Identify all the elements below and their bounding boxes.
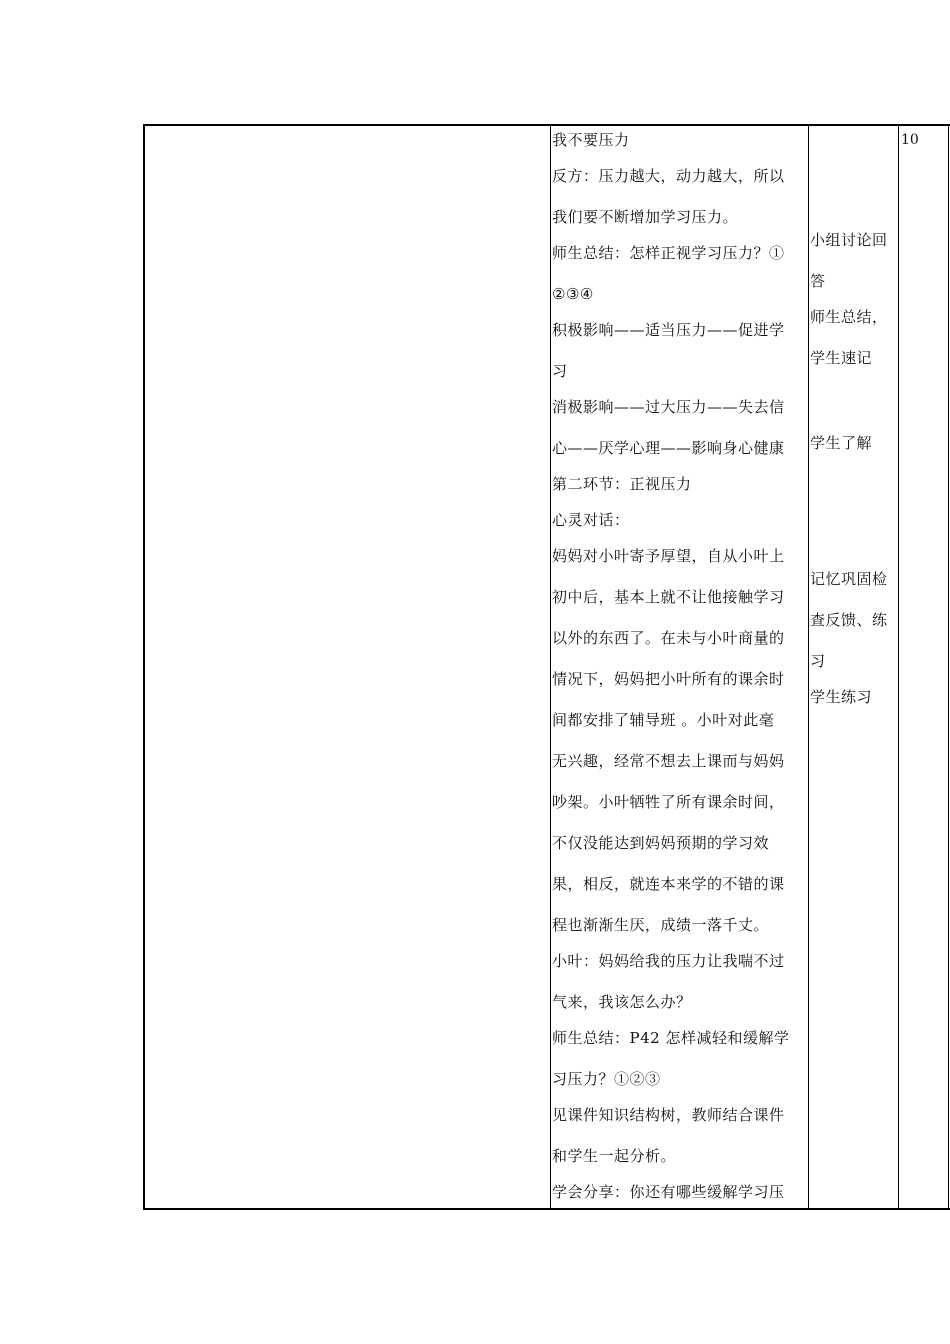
content-line: 心灵对话：: [552, 511, 630, 529]
content-line: 学会分享：你还有哪些缓解学习压: [552, 1183, 785, 1201]
empty-cell: [145, 126, 549, 1208]
content-line: 无兴趣，经常不想去上课而与妈妈: [552, 752, 785, 770]
content-line: 师生总结：P42 怎样减轻和缓解学: [552, 1029, 790, 1047]
content-line: 间都安排了辅导班 。小叶对此毫: [552, 711, 775, 729]
activity-line: 答: [810, 272, 826, 290]
table-border-bottom: [143, 1208, 950, 1210]
activity-line: 小组讨论回: [810, 231, 888, 249]
content-line: ②③④: [552, 285, 594, 303]
section-heading: 第二环节：正视压力: [552, 475, 692, 493]
content-line: 气来，我该怎么办？: [552, 993, 692, 1011]
content-line: 习压力？①②③: [552, 1070, 661, 1088]
activity-line: 记忆巩固检: [810, 570, 888, 588]
content-line: 小叶：妈妈给我的压力让我喘不过: [552, 952, 785, 970]
content-line: 积极影响——适当压力——促进学: [552, 321, 785, 339]
content-line: 我们要不断增加学习压力。: [552, 208, 739, 226]
content-line: 吵架。小叶牺牲了所有课余时间，: [552, 793, 785, 811]
column-divider: [898, 124, 899, 1210]
column-divider: [550, 124, 551, 1210]
content-line: 不仅没能达到妈妈预期的学习效: [552, 834, 770, 852]
content-line: 以外的东西了。在未与小叶商量的: [552, 629, 785, 647]
teaching-content-cell: [552, 126, 808, 1208]
activity-line: 查反馈、练: [810, 611, 888, 629]
activity-line: 学生练习: [810, 688, 873, 706]
content-line: 师生总结：怎样正视学习压力？①: [552, 244, 785, 262]
content-line: 情况下，妈妈把小叶所有的课余时: [552, 670, 785, 688]
content-line: 程也渐渐生厌，成绩一落千丈。: [552, 916, 770, 934]
content-line: 妈妈对小叶寄予厚望，自从小叶上: [552, 547, 785, 565]
content-line: 习: [552, 362, 568, 380]
content-line: 果，相反，就连本来学的不错的课: [552, 875, 785, 893]
column-divider: [948, 124, 949, 1210]
column-divider: [808, 124, 809, 1210]
student-activity-cell: [810, 126, 898, 1208]
time-cell: [900, 126, 948, 1208]
content-line: 初中后，基本上就不让他接触学习: [552, 588, 785, 606]
content-line: 消极影响——过大压力——失去信: [552, 398, 785, 416]
content-line: 反方：压力越大，动力越大，所以: [552, 167, 785, 185]
content-line: 心——厌学心理——影响身心健康: [552, 439, 785, 457]
activity-line: 学生了解: [810, 434, 873, 452]
time-minutes: 10: [901, 132, 919, 148]
activity-line: 师生总结，: [810, 308, 888, 326]
activity-line: 习: [810, 652, 826, 670]
content-line: 我不要压力: [552, 131, 630, 149]
content-line: 和学生一起分析。: [552, 1147, 677, 1165]
content-line: 见课件知识结构树，教师结合课件: [552, 1106, 785, 1124]
activity-line: 学生速记: [810, 349, 873, 367]
